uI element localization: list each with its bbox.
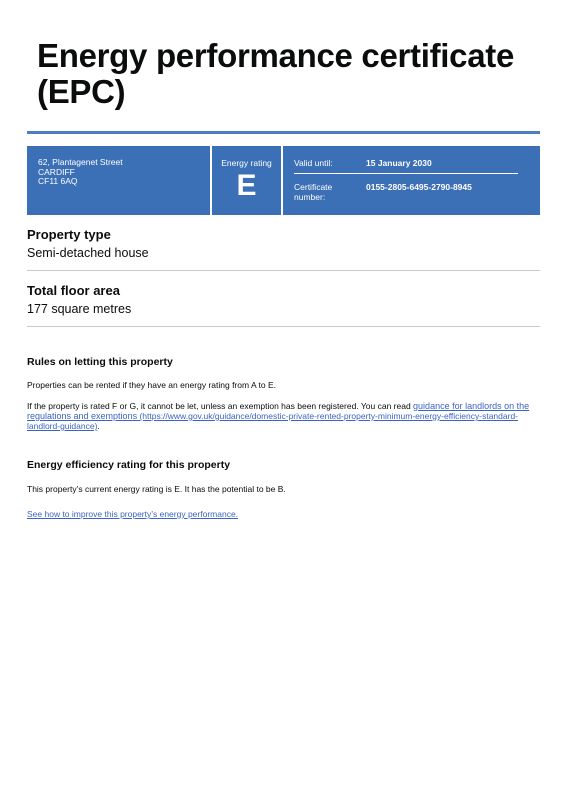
- section-divider: [27, 326, 540, 327]
- valid-until-row: [294, 158, 518, 168]
- page-title: Energy performance certificate (EPC): [37, 37, 515, 110]
- efficiency-rating-heading: Energy efficiency rating for this property: [27, 459, 231, 471]
- address-line-1: 62, Plantagenet Street: [38, 157, 123, 167]
- certificate-details: [283, 146, 540, 215]
- epc-summary-panel: [27, 146, 540, 215]
- certificate-number-row: [294, 182, 518, 202]
- details-divider: [294, 173, 518, 174]
- landlord-guidance-link[interactable]: guidance for landlords on the regulations and exemptions (https://www.gov.uk/guidance/domestic-private-rented-property-minimum-energy-efficiency-standard-landlord-guidance): [27, 401, 530, 431]
- title-divider: [27, 131, 540, 134]
- letting-rules-para-2: If the property is rated F or G, it cannot be let, unless an exemption has been registered. You can read guidance for landlords on the regulations and exemptions (https://www.gov.uk/guidance/domestic-private-rented-property-minimum-energy-efficiency-standard-landlord-guidance).: [27, 401, 530, 431]
- energy-rating-letter: E: [236, 169, 257, 202]
- floor-area-heading: Total floor area: [27, 283, 120, 298]
- property-type-heading: Property type: [27, 227, 111, 242]
- letting-rules-para-1: Properties can be rented if they have an energy rating from A to E.: [27, 380, 277, 390]
- valid-until-value: 15 January 2030: [366, 158, 432, 168]
- energy-rating-box: [210, 146, 283, 215]
- property-type-value: Semi-detached house: [27, 246, 149, 260]
- certificate-number-value: 0155-2805-6495-2790-8945: [366, 182, 472, 192]
- improve-performance-link[interactable]: See how to improve this property’s energy performance.: [27, 509, 239, 519]
- efficiency-rating-text: This property’s current energy rating is E. It has the potential to be B.: [27, 484, 286, 494]
- valid-until-label: Valid until:: [294, 158, 333, 168]
- energy-rating-label: Energy rating: [221, 158, 272, 168]
- floor-area-value: 177 square metres: [27, 302, 132, 316]
- section-divider: [27, 270, 540, 271]
- address-line-2: CARDIFF: [38, 166, 75, 177]
- property-address: [27, 146, 210, 215]
- certificate-number-label: Certificate number:: [294, 182, 333, 202]
- efficiency-improve-paragraph: [27, 509, 542, 519]
- address-line-3: CF11 6AQ: [38, 176, 78, 186]
- letting-rules-heading: Rules on letting this property: [27, 356, 173, 368]
